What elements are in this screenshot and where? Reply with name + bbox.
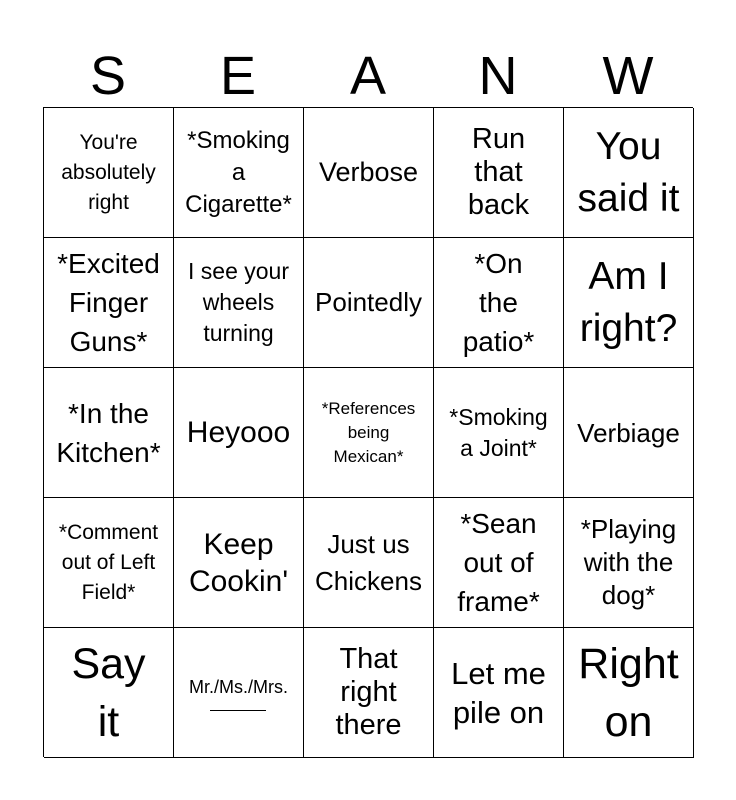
cell-text: Right on xyxy=(578,639,679,746)
mr-ms-mrs-group xyxy=(189,675,288,711)
bingo-cell-r4c5[interactable] xyxy=(564,498,694,628)
cell-text: Am I right? xyxy=(579,254,678,350)
cell-text: *Smoking a Cigarette* xyxy=(185,126,292,218)
cell-text: You said it xyxy=(577,124,680,220)
header-letter-n: N xyxy=(478,46,518,106)
cell-text: I see your wheels turning xyxy=(188,258,289,346)
header-letter-w: W xyxy=(602,46,654,106)
bingo-cell-r4c3[interactable] xyxy=(304,498,434,628)
bingo-cell-r3c1[interactable] xyxy=(44,368,174,498)
cell-text: Pointedly xyxy=(315,287,422,317)
bingo-cell-r2c4[interactable] xyxy=(434,238,564,368)
cell-text: Mr./Ms./Mrs. xyxy=(189,676,288,697)
cell-text: Let me pile on xyxy=(451,655,546,730)
cell-text: *Smoking a Joint* xyxy=(449,403,548,461)
bingo-cell-r2c2[interactable] xyxy=(174,238,304,368)
cell-text: *Playing with the dog* xyxy=(580,514,677,610)
cell-text: Keep Cookin' xyxy=(188,527,289,598)
cell-text: *In the Kitchen* xyxy=(56,397,161,468)
cell-text: You're absolutely right xyxy=(61,130,156,214)
cell-text: *Sean out of frame* xyxy=(457,508,540,617)
bingo-cell-r2c3[interactable] xyxy=(304,238,434,368)
bingo-cell-r3c2[interactable] xyxy=(174,368,304,498)
cell-text: *References being Mexican* xyxy=(321,398,416,466)
bingo-cell-r5c3[interactable] xyxy=(304,628,434,758)
blank-line xyxy=(210,709,266,711)
bingo-cell-r3c5[interactable] xyxy=(564,368,694,498)
bingo-cell-r1c1[interactable] xyxy=(44,108,174,238)
cell-text: Verbiage xyxy=(577,417,680,448)
bingo-cell-r4c1[interactable] xyxy=(44,498,174,628)
cell-text: *Excited Finger Guns* xyxy=(57,248,160,357)
bingo-cell-r5c5[interactable] xyxy=(564,628,694,758)
header-letter-s: S xyxy=(89,46,127,106)
header-letter-e: E xyxy=(219,46,257,106)
cell-text: Heyooo xyxy=(186,416,291,449)
bingo-grid xyxy=(43,107,693,757)
cell-text: Verbose xyxy=(318,157,419,187)
bingo-cell-r4c2[interactable] xyxy=(174,498,304,628)
bingo-cell-r5c4[interactable] xyxy=(434,628,564,758)
bingo-cell-r1c4[interactable] xyxy=(434,108,564,238)
cell-text: Say it xyxy=(71,639,146,746)
bingo-cell-r5c1[interactable] xyxy=(44,628,174,758)
cell-text: *On the patio* xyxy=(462,248,535,357)
cell-text: Just us Chickens xyxy=(315,528,422,596)
header-letter-a: A xyxy=(349,46,387,106)
bingo-cell-r1c5[interactable] xyxy=(564,108,694,238)
bingo-cell-r1c3[interactable] xyxy=(304,108,434,238)
bingo-cell-r1c2[interactable] xyxy=(174,108,304,238)
bingo-cell-r3c3[interactable] xyxy=(304,368,434,498)
bingo-header xyxy=(43,44,693,108)
bingo-cell-r3c4[interactable] xyxy=(434,368,564,498)
cell-text: *Comment out of Left Field* xyxy=(58,520,159,604)
bingo-cell-r2c1[interactable] xyxy=(44,238,174,368)
cell-text: That right there xyxy=(335,643,402,741)
bingo-cell-r5c2[interactable] xyxy=(174,628,304,758)
cell-text: Run that back xyxy=(467,123,530,221)
bingo-cell-r2c5[interactable] xyxy=(564,238,694,368)
bingo-cell-r4c4[interactable] xyxy=(434,498,564,628)
